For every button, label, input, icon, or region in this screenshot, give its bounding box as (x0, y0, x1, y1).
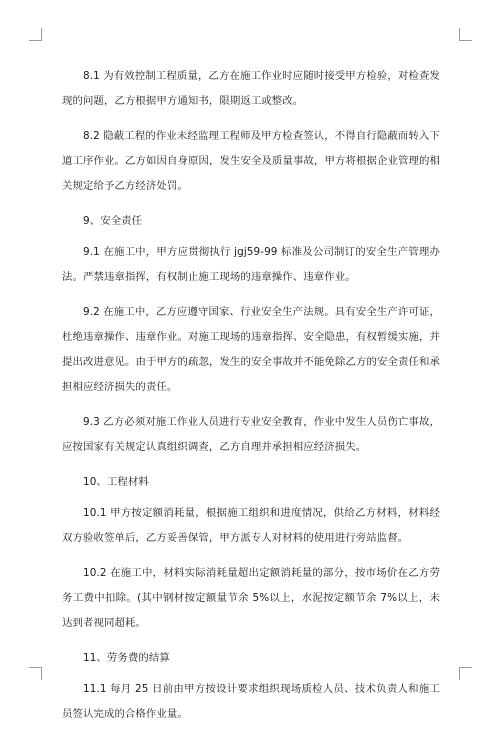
section-heading-safety: 9、安全责任 (83, 215, 143, 227)
crop-mark-top-right (459, 28, 472, 41)
section-heading-settlement: 11、劳务费的结算 (83, 652, 170, 664)
paragraph-10-2: 10.2 在施工中，材料实际消耗量超出定额消耗量的部分，按市场价在乙方劳务工费中扣除。(其中钢材按定额量节余 5%以上，水泥按定额节余 7%以上，未达到者视同超耗。 (62, 567, 440, 629)
paragraph-8-2: 8.2 隐蔽工程的作业未经监理工程师及甲方检查签认，不得自行隐蔽而转入下道工序作业。乙方如因自身原因，发生安全及质量事故，甲方将根据企业管理的相关规定给予乙方经济处罚。 (62, 130, 440, 192)
crop-mark-bottom-left (29, 667, 42, 680)
paragraph-9-1: 9.1 在施工中，甲方应贯彻执行 jgj59-99 标准及公司制订的安全生产管理办法。严禁违章指挥，有权制止施工现场的违章操作、违章作业。 (62, 246, 440, 283)
section-heading-materials: 10、工程材料 (83, 476, 149, 488)
paragraph-8-1: 8.1 为有效控制工程质量，乙方在施工作业时应随时接受甲方检验，对检查发现的问题，乙方根据甲方通知书，限期返工或整改。 (62, 70, 440, 107)
paragraph-11-1: 11.1 每月 25 日前由甲方按设计要求组织现场质检人员、技术负责人和施工员签认完成的合格作业量。 (62, 683, 440, 720)
paragraph-10-1: 10.1 甲方按定额消耗量，根据施工组织和进度情况，供给乙方材料，材料经双方验收签单后，乙方妥善保管，甲方派专人对材料的使用进行旁站监督。 (62, 507, 440, 544)
paragraph-9-3: 9.3 乙方必须对施工作业人员进行专业安全教育，作业中发生人员伤亡事故，应按国家有关规定认真组织调查，乙方自理并承担相应经济损失。 (62, 416, 440, 453)
document-body (62, 64, 440, 737)
paragraph-9-2: 9.2 在施工中，乙方应遵守国家、行业安全生产法规。具有安全生产许可证，杜绝违章操作、违章作业。对施工现场的违章指挥、安全隐患，有权暂缓实施，并提出改进意见。由于甲方的疏忽，发生的安全事故并不能免除乙方的安全责任和承担相应经济损失的责任。 (62, 306, 440, 393)
crop-mark-top-left (29, 28, 42, 41)
crop-mark-bottom-right (459, 667, 472, 680)
